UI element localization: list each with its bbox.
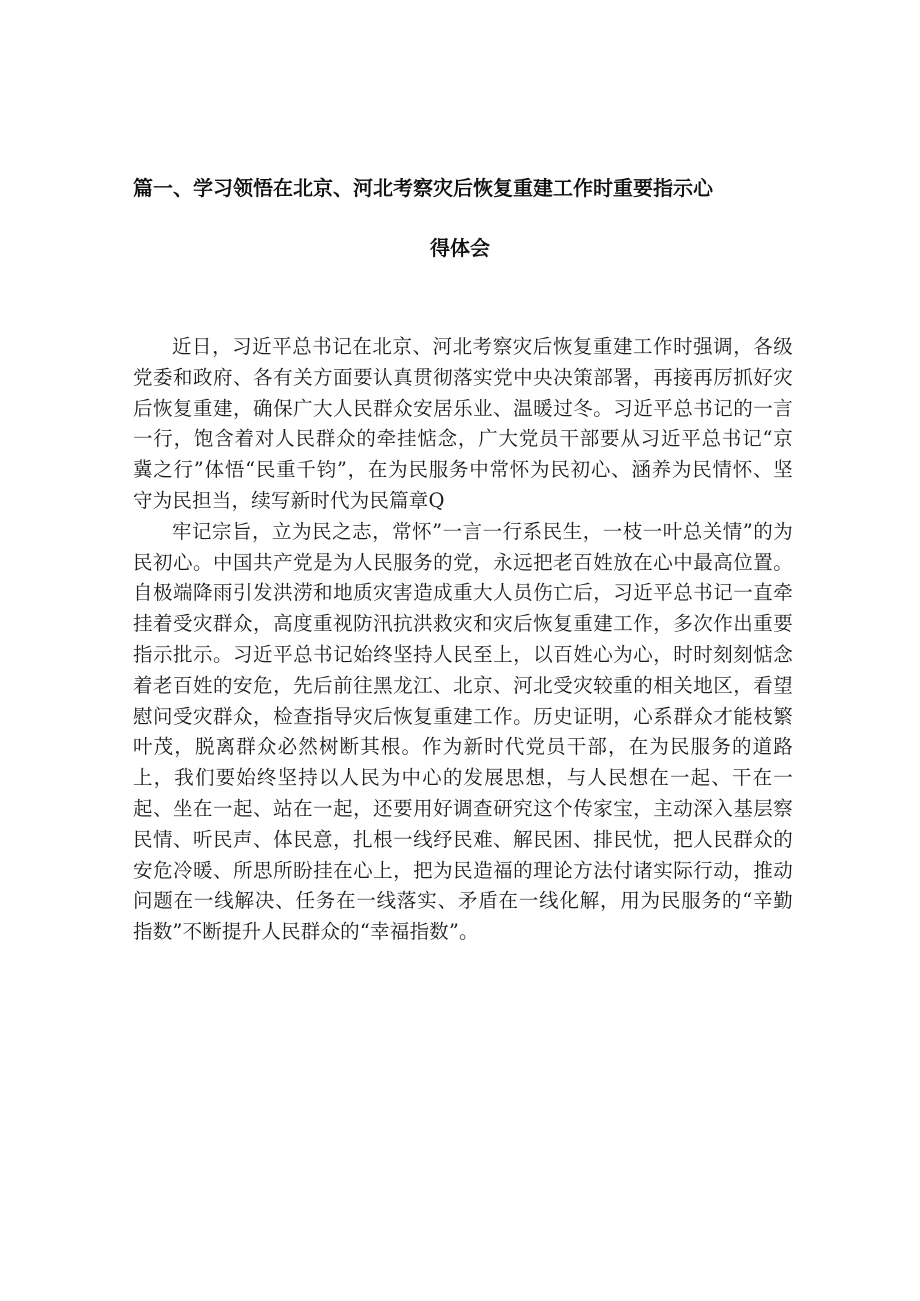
document-title-line2: 得体会	[430, 236, 490, 260]
document-body	[133, 332, 793, 948]
document-title-line1: 篇一、学习领悟在北京、河北考察灾后恢复重建工作时重要指示心	[133, 176, 713, 200]
paragraph-intro: 近日，习近平总书记在北京、河北考察灾后恢复重建工作时强调，各级党委和政府、各有关方面要认真贯彻落实党中央决策部署，再接再厉抓好灾后恢复重建，确保广大人民群众安居乐业、温暖过冬。习近平总书记的一言一行，饱含着对人民群众的牵挂惦念，广大党员干部要从习近平总书记“京冀之行”体悟“民重千钧”，在为民服务中常怀为民初心、涵养为民情怀、坚守为民担当，续写新时代为民篇章Q	[133, 335, 793, 512]
paragraph-purpose: 牢记宗旨，立为民之志，常怀”一言一行系民生，一枝一叶总关情”的为民初心。中国共产党是为人民服务的党，永远把老百姓放在心中最高位置。自极端降雨引发洪涝和地质灾害造成重大人员伤亡后，习近平总书记一直牵挂着受灾群众，高度重视防汛抗洪救灾和灾后恢复重建工作，多次作出重要指示批示。习近平总书记始终坚持人民至上，以百姓心为心，时时刻刻惦念着老百姓的安危，先后前往黑龙江、北京、河北受灾较重的相关地区，看望慰问受灾群众，检查指导灾后恢复重建工作。历史证明，心系群众才能枝繁叶茂，脱离群众必然树断其根。作为新时代党员干部，在为民服务的道路上，我们要始终坚持以人民为中心的发展思想，与人民想在一起、干在一起、坐在一起、站在一起，还要用好调查研究这个传家宝，主动深入基层察民情、听民声、体民意，扎根一线纾民难、解民困、排民忧，把人民群众的安危冷暖、所思所盼挂在心上，把为民造福的理论方法付诸实际行动，推动问题在一线解决、任务在一线落实、矛盾在一线化解，用为民服务的“辛勤指数”不断提升人民群众的“幸福指数”。	[133, 519, 793, 944]
